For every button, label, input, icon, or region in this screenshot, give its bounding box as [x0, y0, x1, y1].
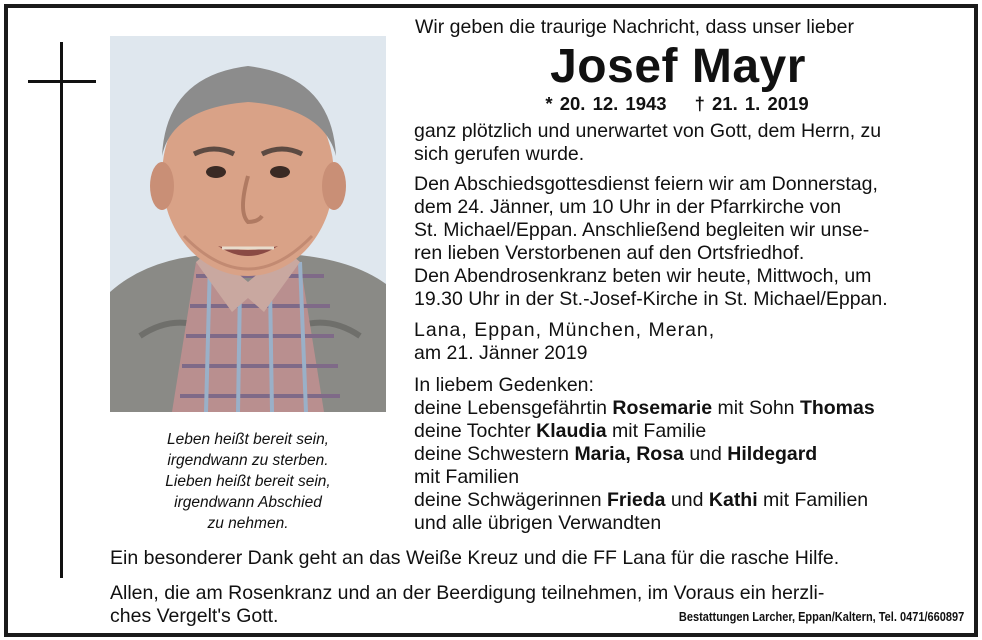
- family-line: und alle übrigen Verwandten: [414, 512, 662, 534]
- family-line: deine Lebensgefährtin Rosemarie mit Sohn Thomas: [414, 397, 875, 419]
- family-line: deine Schwägerinnen Frieda und Kathi mit Familien: [414, 489, 869, 511]
- text-line: dem 24. Jänner, um 10 Uhr in der Pfarrkirche von: [414, 196, 842, 218]
- poem-line: Leben heißt bereit sein,: [167, 431, 329, 448]
- places: Lana, Eppan, München, Meran,: [414, 319, 716, 341]
- text-line: Den Abschiedsgottesdienst feiern wir am Donnerstag,: [414, 173, 878, 195]
- undertaker-credit: Bestattungen Larcher, Eppan/Kaltern, Tel. 0471/660897: [678, 610, 964, 624]
- cross-icon-horizontal: [28, 80, 96, 83]
- thanks-line: Ein besonderer Dank geht an das Weiße Kreuz und die FF Lana für die rasche Hilfe.: [110, 547, 840, 569]
- family-line: deine Schwestern Maria, Rosa und Hildegard: [414, 443, 818, 465]
- portrait-photo: [110, 36, 386, 412]
- poem-line: irgendwann zu sterben.: [167, 452, 329, 469]
- poem-line: irgendwann Abschied: [174, 494, 322, 511]
- announcement-column: [414, 14, 954, 535]
- text-line: ganz plötzlich und unerwartet von Gott, dem Herrn, zu: [414, 120, 882, 142]
- family-list: [414, 374, 954, 535]
- deceased-name: Josef Mayr: [550, 40, 806, 93]
- poem-line: Lieben heißt bereit sein,: [165, 473, 331, 490]
- family-line: mit Familien: [414, 466, 520, 488]
- text-line: sich gerufen wurde.: [414, 143, 585, 165]
- text-line: Den Abendrosenkranz beten wir heute, Mittwoch, um: [414, 265, 872, 287]
- text-line: St. Michael/Eppan. Anschließend begleiten wir unse-: [414, 219, 870, 241]
- family-heading: In liebem Gedenken:: [414, 374, 594, 396]
- announcement-date: am 21. Jänner 2019: [414, 342, 588, 364]
- birth-date: * 20. 12. 1943: [545, 93, 667, 114]
- announcement-paragraph: [414, 120, 954, 166]
- service-paragraph: [414, 173, 954, 311]
- thanks-line: Allen, die am Rosenkranz und an der Beerdigung teilnehmen, im Voraus ein herzli-: [110, 582, 825, 604]
- portrait-illustration: [110, 36, 386, 412]
- text-line: 19.30 Uhr in der St.-Josef-Kirche in St. Michael/Eppan.: [414, 288, 888, 310]
- text-line: ren lieben Verstorbenen auf den Ortsfriedhof.: [414, 242, 805, 264]
- intro-text: Wir geben die traurige Nachricht, dass unser lieber: [415, 16, 854, 38]
- poem-line: zu nehmen.: [207, 515, 289, 532]
- thanks-line: ches Vergelt's Gott.: [110, 605, 279, 627]
- place-and-date: [414, 319, 954, 365]
- cross-icon-vertical: [60, 42, 63, 578]
- life-dates: [400, 92, 954, 116]
- death-date: † 21. 1. 2019: [694, 93, 809, 114]
- family-line: deine Tochter Klaudia mit Familie: [414, 420, 707, 442]
- poem: [110, 429, 386, 534]
